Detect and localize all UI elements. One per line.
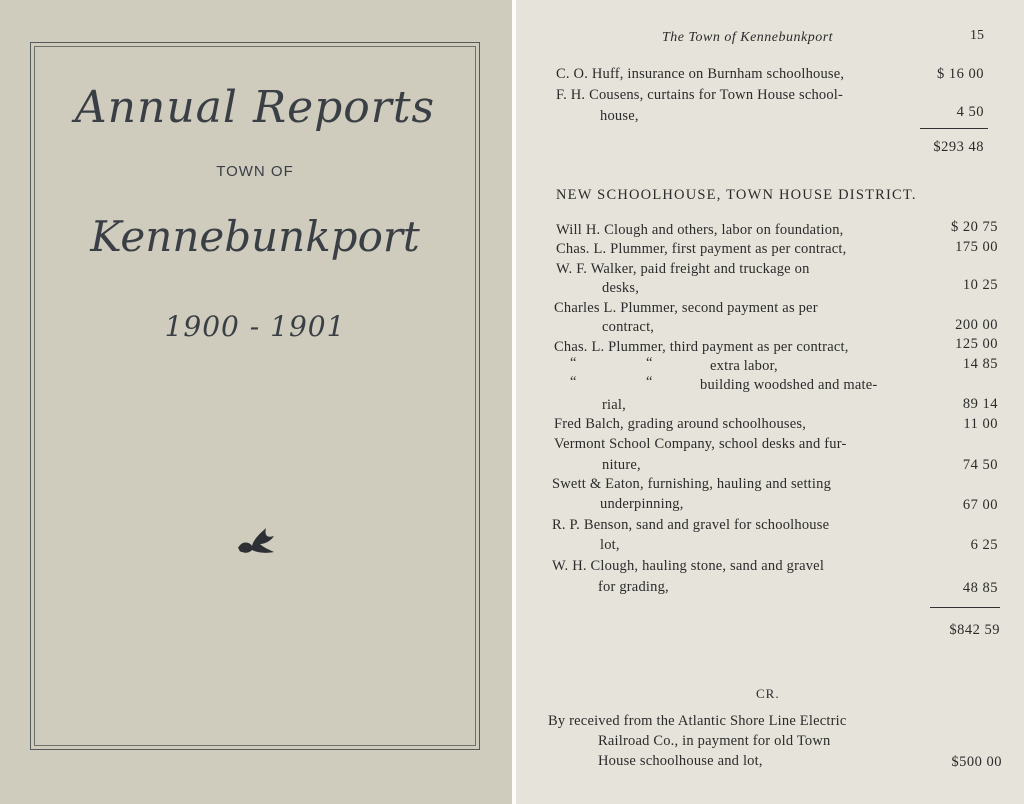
- entry-vermont-school-cont: niture,: [602, 457, 641, 473]
- entry-huff-amount: $ 16 00: [937, 66, 984, 82]
- entry-plummer-third-amount: 125 00: [955, 336, 998, 352]
- cover-title-annual-reports: Annual Reports: [74, 82, 436, 133]
- entry-balch: Fred Balch, grading around schoolhouses,: [554, 416, 807, 432]
- entry-benson-amount: 6 25: [970, 537, 998, 553]
- entry-balch-amount: 11 00: [963, 416, 998, 432]
- report-page: [516, 0, 1024, 804]
- entry-cousens-cont: house,: [600, 108, 639, 124]
- entry-plummer-second-amount: 200 00: [955, 317, 998, 333]
- credit-line-3: House schoolhouse and lot,: [598, 753, 763, 769]
- section-total: $842 59: [949, 622, 1000, 638]
- entry-vermont-school: Vermont School Company, school desks and fur-: [554, 436, 847, 452]
- entry-plummer-first-amount: 175 00: [955, 239, 998, 255]
- entry-vermont-school-amount: 74 50: [962, 457, 998, 473]
- section-total-rule: [930, 607, 1000, 608]
- entry-plummer-third: Chas. L. Plummer, third payment as per contract,: [554, 339, 849, 355]
- subtotal-rule: [920, 128, 988, 129]
- leaf-ornament-icon: [234, 524, 278, 556]
- cover-border: [30, 42, 480, 750]
- entry-swett-eaton-cont: underpinning,: [600, 496, 684, 512]
- entry-woodshed-amount: 89 14: [962, 396, 998, 412]
- cover-title-town-of: TOWN OF: [216, 163, 294, 180]
- entry-clough-hauling: W. H. Clough, hauling stone, sand and gravel: [552, 558, 825, 574]
- ditto-mark-1a: “: [570, 355, 577, 371]
- cover-inner-border: [34, 46, 476, 746]
- entry-extra-labor-amount: 14 85: [962, 356, 998, 372]
- entry-benson: R. P. Benson, sand and gravel for schoolhouse: [552, 517, 830, 533]
- entry-swett-eaton-amount: 67 00: [962, 497, 998, 513]
- entry-huff: C. O. Huff, insurance on Burnham schoolhouse,: [556, 66, 845, 82]
- entry-walker-cont: desks,: [602, 280, 640, 296]
- entry-extra-labor: extra labor,: [710, 358, 778, 374]
- ditto-mark-2b: “: [646, 374, 653, 390]
- running-head: The Town of Kennebunkport: [662, 30, 834, 45]
- entry-plummer-first: Chas. L. Plummer, first payment as per contract,: [556, 241, 847, 257]
- entry-clough-hauling-amount: 48 85: [962, 580, 998, 596]
- credit-amount: $500 00: [951, 754, 1002, 770]
- entry-plummer-second-cont: contract,: [602, 319, 655, 335]
- entry-clough-hauling-cont: for grading,: [598, 579, 669, 595]
- cover-years: 1900 - 1901: [164, 310, 346, 343]
- entry-walker-amount: 10 25: [962, 277, 998, 293]
- entry-plummer-second: Charles L. Plummer, second payment as per: [554, 300, 818, 316]
- entry-woodshed: building woodshed and mate-: [700, 377, 878, 393]
- entry-cousens-amount: 4 50: [956, 104, 984, 120]
- credit-heading: CR.: [756, 686, 780, 701]
- entry-benson-cont: lot,: [600, 537, 620, 553]
- entry-woodshed-cont: rial,: [602, 397, 626, 413]
- entry-clough-foundation: Will H. Clough and others, labor on foundation,: [556, 222, 844, 238]
- credit-line-1: By received from the Atlantic Shore Line Electric: [548, 713, 847, 729]
- page-number: 15: [970, 28, 984, 43]
- cover-title-kennebunkport: Kennebunkport: [90, 212, 420, 261]
- ditto-mark-2a: “: [570, 374, 577, 390]
- ditto-mark-1b: “: [646, 355, 653, 371]
- credit-line-2: Railroad Co., in payment for old Town: [598, 733, 831, 749]
- section-heading: NEW SCHOOLHOUSE, TOWN HOUSE DISTRICT.: [556, 187, 917, 203]
- entry-clough-foundation-amount: $ 20 75: [951, 219, 998, 235]
- entry-swett-eaton: Swett & Eaton, furnishing, hauling and setting: [552, 476, 832, 492]
- entry-walker: W. F. Walker, paid freight and truckage on: [556, 261, 810, 277]
- top-total: $293 48: [933, 139, 984, 155]
- entry-cousens: F. H. Cousens, curtains for Town House school-: [556, 87, 844, 103]
